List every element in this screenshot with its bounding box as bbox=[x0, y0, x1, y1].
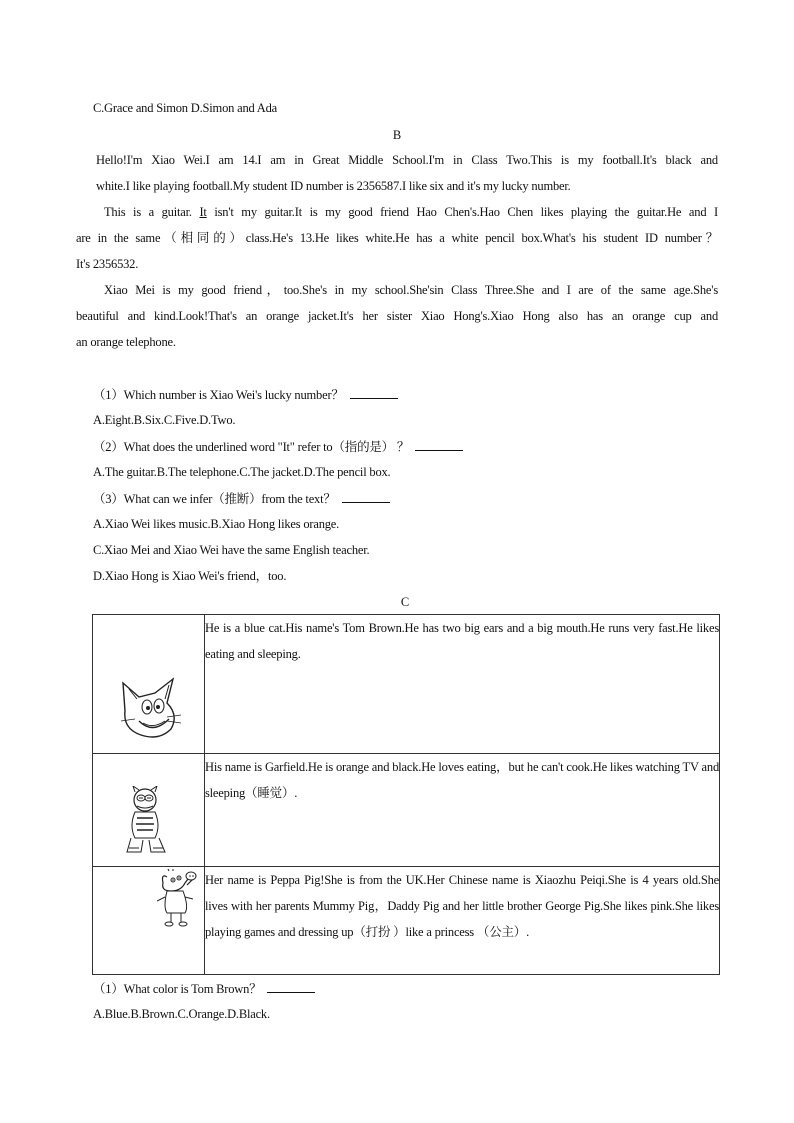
character-table bbox=[92, 614, 720, 975]
answer-blank[interactable] bbox=[267, 980, 315, 993]
tom-description: He is a blue cat.His name's Tom Brown.He has two big ears and a big mouth.He runs very fast.He likes eating and sleeping. bbox=[205, 615, 720, 754]
garfield-picture-cell bbox=[93, 754, 205, 867]
question-b2: （2）What does the underlined word "It" refer to（指的是） ？ bbox=[93, 438, 463, 455]
answer-blank[interactable] bbox=[342, 490, 390, 503]
tom-cat-icon bbox=[115, 675, 185, 745]
section-b-heading: B bbox=[392, 128, 402, 142]
passage-b-p2-line3: It's 2356532. bbox=[76, 257, 139, 271]
passage-b-p3-line3: an orange telephone. bbox=[76, 335, 176, 349]
question-b3-option-a: A.Xiao Wei likes music.B.Xiao Hong likes orange. bbox=[93, 517, 340, 531]
passage-b-p3-line2: beautiful and kind.Look!That's an orange jacket.It's her sister Xiao Hong's.Xiao Hong also has an orange cup and bbox=[76, 309, 718, 323]
passage-b-p1-line2: white.I like playing football.My student ID number is 2356587.I like six and it's my lucky number. bbox=[96, 179, 571, 193]
question-c1: （1）What color is Tom Brown？ bbox=[93, 980, 315, 997]
peppa-description: Her name is Peppa Pig!She is from the UK.Her Chinese name is Xiaozhu Peiqi.She is 4 years old.She lives with her parents Mummy Pig，Daddy Pig and her little brother George Pig.She likes pink.She likes playing games and dressing up（打扮 ）like a princess （公主）. bbox=[205, 867, 720, 975]
passage-b-p3-line1: Xiao Mei is my good friend，too.She's in my school.She'sin Class Three.She and I are of the same age.She's bbox=[104, 283, 718, 297]
passage-b-p2-line1: This is a guitar. It isn't my guitar.It is my good friend Hao Chen's.Hao Chen likes playing the guitar.He and I bbox=[104, 205, 718, 219]
garfield-cat-icon bbox=[123, 786, 169, 856]
section-c-heading: C bbox=[400, 595, 410, 609]
table-row bbox=[93, 615, 720, 754]
answer-blank[interactable] bbox=[350, 386, 398, 399]
peppa-pig-icon bbox=[157, 869, 201, 929]
question-b2-options: A.The guitar.B.The telephone.C.The jacket.D.The pencil box. bbox=[93, 465, 391, 479]
answer-blank[interactable] bbox=[415, 438, 463, 451]
passage-b-p1-line1: Hello!I'm Xiao Wei.I am 14.I am in Great Middle School.I'm in Class Two.This is my football.It's black and bbox=[96, 153, 718, 167]
previous-options: C.Grace and Simon D.Simon and Ada bbox=[93, 101, 278, 115]
underlined-it: It bbox=[199, 205, 207, 219]
peppa-picture-cell bbox=[93, 867, 205, 975]
question-b3: （3）What can we infer（推断）from the text？ bbox=[93, 490, 390, 507]
table-row bbox=[93, 867, 720, 975]
table-row bbox=[93, 754, 720, 867]
question-b1: （1）Which number is Xiao Wei's lucky number？ bbox=[93, 386, 398, 403]
question-b3-option-c: C.Xiao Mei and Xiao Wei have the same English teacher. bbox=[93, 543, 370, 557]
question-c1-options: A.Blue.B.Brown.C.Orange.D.Black. bbox=[93, 1007, 270, 1021]
passage-b-p2-line2: are in the same（相同的）class.He's 13.He likes white.He has a white pencil box.What's his student ID number？ bbox=[76, 231, 718, 245]
tom-picture-cell bbox=[93, 615, 205, 754]
garfield-description: His name is Garfield.He is orange and black.He loves eating，but he can't cook.He likes watching TV and sleeping（睡觉）. bbox=[205, 754, 720, 867]
question-b1-options: A.Eight.B.Six.C.Five.D.Two. bbox=[93, 413, 236, 427]
question-b3-option-d: D.Xiao Hong is Xiao Wei's friend，too. bbox=[93, 569, 287, 583]
